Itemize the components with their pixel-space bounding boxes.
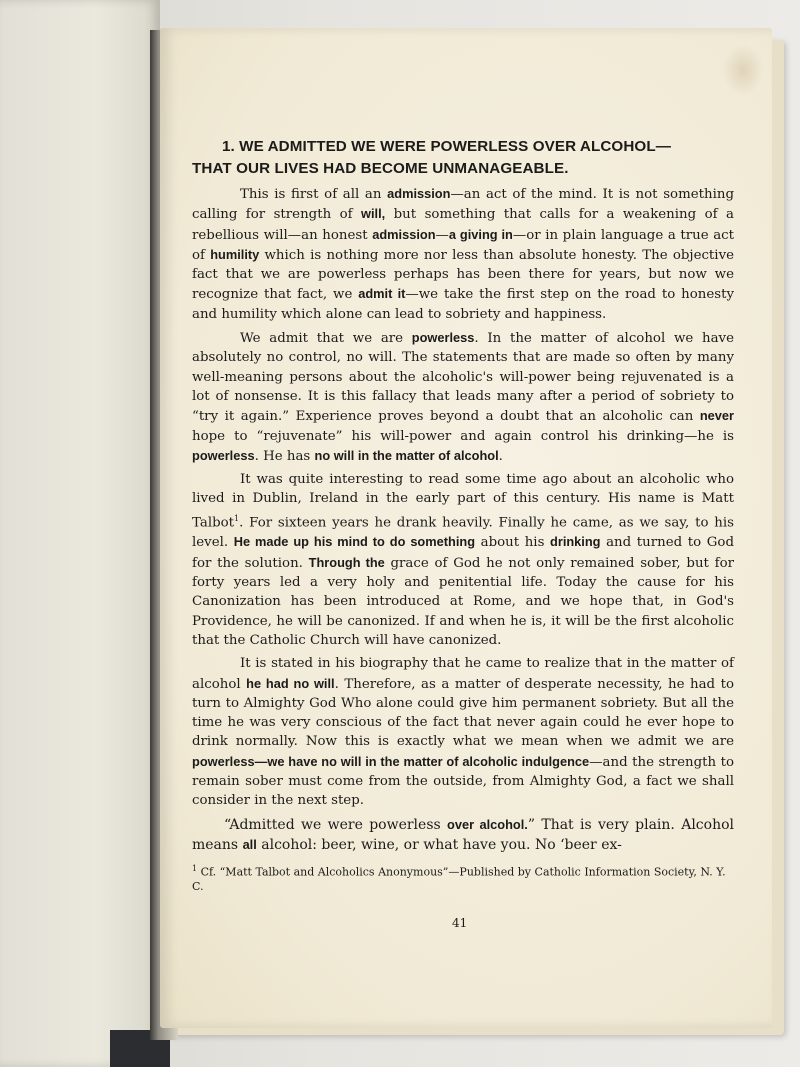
bold-phrase: powerless—we have no will in the matter of alcoholic indulgence	[192, 753, 590, 769]
bold-phrase: will,	[361, 206, 386, 222]
body-paragraph	[192, 328, 734, 466]
text-run: “Admitted we were powerless	[224, 816, 448, 833]
step-heading	[192, 136, 734, 180]
text-run: —and the strength to remain sober must come from the outside, from Almighty God, a fact we shall consider in the next step.	[192, 754, 734, 809]
text-run: . Therefore, as a matter of desperate necessity, he had to turn to Almighty God Who alone could give him permanent sobriety. But all the time he was very conscious of the fact that never again could he ever hope to drink normally. Now this is exactly what we mean when we admit we are	[192, 676, 734, 750]
text-run: —	[435, 227, 449, 243]
text-run: alcohol: beer, wine, or what have you. No ‘beer ex-	[256, 836, 622, 853]
text-run: —an act of the mind. It is not something calling for strength of	[192, 187, 734, 223]
text-run: which is nothing more nor less than absolute honesty. The objective fact that we are powerless perhaps has been there for years, but now we recognize that fact, we	[192, 247, 734, 303]
text-run: but something that calls for a weakening of a rebellious will—an honest	[192, 207, 734, 243]
bold-phrase: admission	[387, 186, 451, 201]
bold-phrase: admit it	[358, 286, 406, 302]
heading-line-2: THAT OUR LIVES HAD BECOME UNMANAGEABLE.	[192, 160, 569, 177]
text-run: This is first of all an	[240, 187, 388, 202]
left-page	[0, 0, 160, 1067]
bold-phrase: humility	[210, 246, 260, 262]
bold-phrase: a giving in	[448, 226, 513, 242]
page-stain	[722, 44, 764, 96]
heading-line-1: 1. WE ADMITTED WE WERE POWERLESS OVER ALCOHOL—	[222, 138, 671, 155]
body-paragraphs	[192, 184, 734, 855]
body-paragraph	[192, 470, 734, 650]
text-run: . In the matter of alcohol we have absolutely no control, no will. The statements that are made so often by many well-meaning persons about the alcoholic's will-power being rejuvenated is a lot of nonsense. It is this fallacy that leads many after a period of sobriety to “try it again.” Experience proves beyond a doubt that an alcoholic can	[192, 331, 734, 425]
text-run: We admit that we are	[240, 331, 412, 347]
text-run: and turned to God for the solution.	[192, 535, 734, 571]
text-run: .	[498, 448, 503, 464]
bold-phrase: all	[242, 836, 257, 852]
text-run: . He has	[254, 448, 315, 464]
body-paragraph	[192, 815, 734, 855]
bold-phrase: drinking	[550, 534, 601, 550]
text-run: hope to “rejuvenate” his will-power and again control his drinking—he is	[192, 428, 734, 444]
footnote-reference: 1	[234, 513, 240, 523]
bold-phrase: He made up his mind to do something	[233, 534, 476, 550]
footnote	[192, 861, 734, 895]
text-run: —we take the first step on the road to honesty and humility which alone can lead to sobriety and happiness.	[192, 287, 734, 322]
text-run: ” That is very plain. Alcohol means	[192, 816, 734, 853]
bold-phrase: powerless	[411, 330, 475, 346]
footnote-marker: 1	[192, 863, 198, 873]
page-number: 41	[452, 916, 468, 930]
bold-phrase: he had no will	[246, 675, 335, 691]
body-paragraph	[192, 184, 734, 324]
bold-phrase: never	[699, 408, 734, 424]
text-run: It is stated in his biography that he came to realize that in the matter of alcohol	[192, 656, 734, 692]
bold-phrase: no will in the matter of alcohol	[314, 447, 499, 463]
bold-phrase: Through the	[308, 554, 385, 570]
text-run: It was quite interesting to read some time ago about an alcoholic who lived in Dublin, Ireland in the early part of this century. His name is Matt Talbot	[192, 472, 734, 531]
body-paragraph	[192, 654, 734, 810]
text-run: —or in plain language a true act of	[192, 227, 734, 263]
page-text	[192, 136, 734, 894]
text-run: . For sixteen years he drank heavily. Finally he came, as we say, to his level.	[192, 515, 734, 551]
bold-phrase: over alcohol.	[447, 816, 528, 832]
bold-phrase: powerless	[192, 447, 255, 463]
text-run: grace of God he not only remained sober, but for forty years led a very holy and penitential life. Today the cause for his Canonization has been introduced at Rome, and we hope that, in God's Providence, he will be canonized. If and when he is, it will be the first alcoholic that the Catholic Church will have canonized.	[192, 555, 734, 648]
text-run: about his	[475, 535, 551, 551]
footnote-text: Cf. “Matt Talbot and Alcoholics Anonymous”—Published by Catholic Information Society, N. Y. C.	[192, 865, 726, 894]
bold-phrase: admission	[372, 226, 436, 242]
